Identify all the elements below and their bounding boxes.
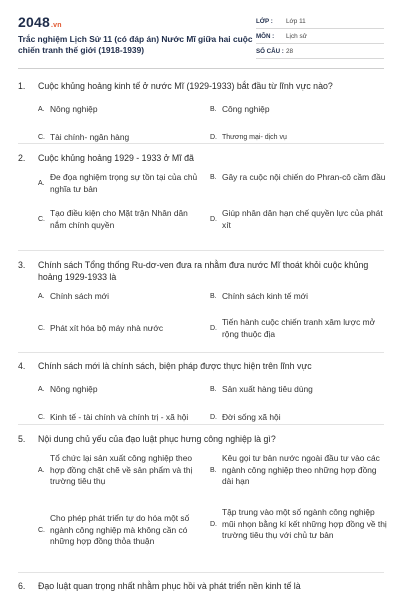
option-letter: A. — [38, 466, 45, 474]
logo-text: 2048 — [18, 14, 50, 30]
option-text: Nông nghiệp — [50, 384, 98, 394]
option-letter: D. — [210, 134, 217, 142]
option-text: Đời sống xã hội — [222, 412, 281, 422]
option-letter: A. — [38, 386, 45, 394]
question-stem: Chính sách Tổng thống Ru-dơ-ven đưa ra nhằm đưa nước Mĩ thoát khỏi cuộc khủng hoảng 1929-1933 là — [38, 260, 369, 282]
option-c[interactable] — [38, 323, 206, 335]
question-3 — [18, 259, 384, 353]
question-stem: Chính sách mới là chính sách, biện pháp được thực hiện trên lĩnh vực — [38, 361, 312, 371]
meta-key: MÔN : — [256, 32, 275, 40]
option-letter: A. — [38, 106, 45, 114]
option-d[interactable] — [210, 208, 390, 231]
option-letter: C. — [38, 216, 45, 223]
option-text: Thương mại- dịch vụ — [222, 134, 287, 141]
question-1 — [18, 80, 384, 152]
option-letter: B. — [210, 106, 217, 114]
question-number: 5. — [18, 434, 26, 444]
option-b[interactable] — [210, 453, 390, 488]
question-stem: Cuộc khủng hoảng kinh tế ở nước Mĩ (1929-1933) bắt đầu từ lĩnh vực nào? — [38, 81, 333, 91]
option-text: Đe đọa nghiệm trọng sự tồn tại của chủ nghĩa tư bản — [50, 172, 198, 194]
option-letter: C. — [38, 414, 45, 422]
option-d[interactable] — [210, 317, 390, 340]
meta-value: Lớp 11 — [286, 17, 306, 25]
site-logo[interactable] — [18, 14, 62, 30]
option-a[interactable] — [38, 172, 206, 195]
option-b[interactable] — [210, 172, 390, 184]
option-text: Gây ra cuộc nội chiến do Phran-cô cầm đầu — [222, 172, 386, 182]
question-5 — [18, 433, 387, 575]
option-text: Giúp nhân dân hạn chế quyền lực của phát xít — [222, 208, 383, 230]
option-text: Cho phép phát triển tự do hóa một số ngành công nghiệp mà không cần có những hợp đồng thỏa thuận — [50, 513, 190, 546]
question-stem: Đạo luật quan trọng nhất nhằm phục hồi và phát triển nền kinh tế là — [38, 581, 301, 591]
option-a[interactable] — [38, 384, 206, 396]
option-d[interactable] — [210, 412, 390, 424]
option-text: Tổ chức lại sản xuất công nghiệp theo hợp đồng chặt chẽ về sản phẩm và thị trường tiêu thụ — [50, 453, 193, 486]
option-d[interactable] — [210, 132, 390, 144]
option-letter: B. — [210, 466, 217, 474]
option-text: Sản xuất hàng tiêu dùng — [222, 384, 313, 394]
option-letter: D. — [210, 520, 217, 528]
option-text: Công nghiệp — [222, 104, 270, 114]
question-divider — [18, 352, 384, 353]
option-c[interactable] — [38, 513, 206, 548]
meta-value: 28 — [286, 47, 294, 55]
question-number: 3. — [18, 260, 26, 270]
option-a[interactable] — [38, 104, 206, 116]
option-letter: A. — [38, 293, 45, 301]
option-text: Tạo điều kiện cho Mặt trận Nhân dân nắm chính quyền — [50, 208, 188, 230]
option-b[interactable] — [210, 291, 390, 303]
option-text: Tiến hành cuộc chiến tranh xâm lược mở rộng thuộc địa — [222, 317, 376, 339]
question-divider — [18, 424, 384, 425]
option-c[interactable] — [38, 132, 206, 144]
option-text: Tập trung vào một số ngành công nghiệp mũi nhọn bằng kí kết những hợp đồng về thị trường tiêu thụ với chủ tư bản — [222, 507, 387, 540]
option-letter: B. — [210, 386, 217, 394]
option-letter: D. — [210, 216, 217, 223]
option-letter: B. — [210, 293, 217, 301]
meta-value: Lịch sử — [286, 32, 307, 40]
question-number: 1. — [18, 81, 26, 91]
meta-key: SỐ CÂU : — [256, 47, 284, 55]
option-text: Chính sách kinh tế mới — [222, 291, 309, 301]
question-number: 6. — [18, 581, 26, 591]
option-a[interactable] — [38, 453, 206, 488]
option-b[interactable] — [210, 384, 390, 396]
question-4 — [18, 360, 384, 432]
question-6 — [18, 580, 384, 592]
question-stem: Nội dung chủ yếu của đạo luật phục hưng công nghiệp là gì? — [38, 434, 276, 444]
meta-row-grade — [256, 14, 384, 29]
option-letter: C. — [38, 526, 45, 534]
meta-key: LỚP : — [256, 17, 273, 25]
meta-row-count — [256, 44, 384, 59]
option-letter: C. — [38, 134, 45, 142]
question-stem: Cuộc khủng hoảng 1929 - 1933 ở Mĩ đã — [38, 153, 194, 163]
question-divider — [18, 143, 384, 144]
option-letter: D. — [210, 414, 217, 422]
option-text: Kinh tế - tài chính và chính trị - xã hội — [50, 412, 189, 422]
option-letter: C. — [38, 325, 45, 333]
question-number: 2. — [18, 153, 26, 163]
question-2 — [18, 152, 384, 254]
option-d[interactable] — [210, 507, 390, 542]
option-letter: A. — [38, 180, 45, 187]
option-c[interactable] — [38, 208, 206, 231]
meta-row-subject — [256, 29, 384, 44]
header-divider — [18, 68, 384, 69]
page-title: Trắc nghiệm Lịch Sử 11 (có đáp án) Nước Mĩ giữa hai cuộc chiến tranh thế giới (1918-1939) — [18, 34, 253, 55]
option-c[interactable] — [38, 412, 206, 424]
option-text: Kêu gọi tư bản nước ngoài đầu tư vào các ngành công nghiệp theo những hợp đồng dài hạn — [222, 453, 380, 486]
question-number: 4. — [18, 361, 26, 371]
option-letter: B. — [210, 174, 217, 182]
option-text: Tài chính- ngân hàng — [50, 132, 130, 142]
quiz-meta — [256, 14, 384, 59]
question-divider — [18, 572, 384, 573]
question-divider — [18, 250, 384, 251]
option-a[interactable] — [38, 291, 206, 303]
page-header — [0, 0, 400, 66]
option-text: Chính sách mới — [50, 291, 110, 301]
option-text: Phát xít hóa bộ máy nhà nước — [50, 323, 164, 333]
logo-suffix: .vn — [50, 22, 62, 29]
option-letter: D. — [210, 325, 217, 332]
option-text: Nông nghiệp — [50, 104, 98, 114]
option-b[interactable] — [210, 104, 390, 116]
